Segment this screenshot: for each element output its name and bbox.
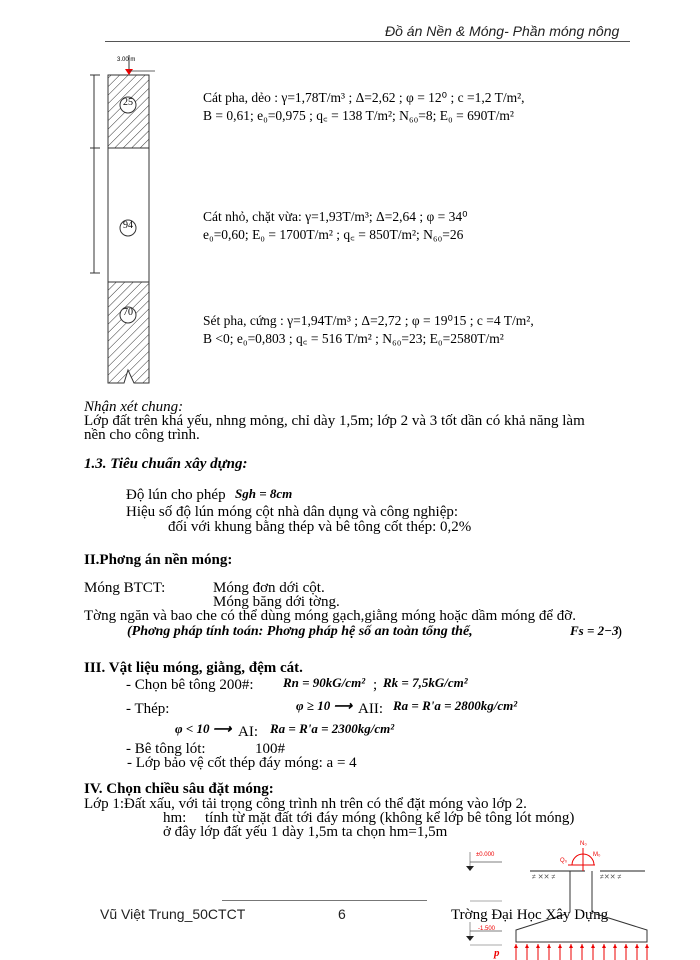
pressure-label: p	[494, 947, 500, 959]
layer-1-line-1: Cát pha, dẻo : γ=1,78T/m³ ; Δ=2,62 ; φ = 12⁰ ; c =1,2 T/m²,	[203, 90, 525, 105]
lean-concrete-label: - Bê tông lót:	[126, 741, 206, 757]
steel-2-formula: Ra = R'a = 2300kg/cm²	[270, 721, 395, 736]
page-header-title: Đồ án Nền & Móng- Phần móng nông	[385, 23, 620, 39]
load-n-label: N₀	[580, 841, 587, 847]
settlement-formula: Sgh = 8cm	[235, 486, 293, 501]
load-q-label: Q₀	[560, 858, 568, 864]
foundation-type-1: Móng đơn dới cột.	[213, 580, 325, 596]
concrete-formula-rn: Rn = 90kG/cm²	[283, 675, 366, 690]
foundation-type-label: Móng BTCT:	[84, 580, 166, 596]
footer-rule	[222, 900, 427, 901]
concrete-separator: ;	[373, 677, 378, 693]
depth-line-2: tính từ mặt đất tới đáy móng (không kể lớp bê tông lót móng)	[205, 810, 575, 826]
layer-id-1: 25	[123, 97, 133, 108]
wall-note: Tờng ngăn và bao che có thể dùng móng gạch,giằng móng hoặc dầm móng để đỡ.	[84, 608, 576, 624]
layer-2-line-2: e₀=0,60; E₀ = 1700T/m² ; q꜀ = 850T/m²; N₆₀=26	[203, 227, 464, 242]
ground-level-label: 3.00 m	[117, 57, 136, 63]
steel-2-class: AI:	[238, 724, 258, 740]
layer-3-line-1: Sét pha, cứng : γ=1,94T/m³ ; Δ=2,72 ; φ = 19⁰15 ; c =4 T/m²,	[203, 313, 534, 328]
method-note: (Phơng pháp tính toán: Phơng pháp hệ số an toàn tổng thể,	[127, 624, 473, 639]
layer-3-line-2: B <0; e₀=0,803 ; q꜀ = 516 T/m² ; N₆₀=23; E₀=2580T/m²	[203, 331, 504, 346]
remarks-title: Nhận xét chung:	[84, 399, 184, 415]
level-top-label: ±0.000	[476, 852, 495, 858]
concrete-formula-rk: Rk = 7,5kG/cm²	[383, 675, 468, 690]
safety-factor-formula: Fs = 2−3	[570, 623, 619, 638]
footer-author: Vũ Việt Trung_50CTCT	[100, 906, 246, 922]
layer-id-3: 70	[123, 307, 133, 318]
steel-1-condition: φ ≥ 10 ⟶	[296, 698, 353, 713]
footer-school: Trờng Đại Học Xây Dựng	[451, 907, 609, 923]
load-m-label: M₀	[593, 852, 601, 858]
concrete-label: - Chọn bê tông 200#:	[126, 677, 254, 693]
remarks-line-2: nền cho công trình.	[84, 427, 200, 443]
section-1-3-heading: 1.3. Tiêu chuẩn xây dựng:	[84, 456, 248, 472]
footer-page-number: 6	[338, 906, 346, 922]
settlement-label: Độ lún cho phép	[126, 487, 226, 503]
depth-hm-label: hm:	[163, 810, 187, 826]
section-4-heading: IV. Chọn chiều sâu đặt móng:	[84, 781, 274, 797]
rebar-cover-label: - Lớp bảo vệ cốt thép đáy móng: a = 4	[127, 755, 357, 771]
svg-text:≠ ✕✕ ≠: ≠ ✕✕ ≠	[532, 874, 556, 881]
layer-2-line-1: Cát nhỏ, chặt vừa: γ=1,93T/m³; Δ=2,64 ; φ = 34⁰	[203, 209, 468, 224]
method-note-close: )	[617, 624, 622, 640]
steel-2-condition: φ < 10 ⟶	[175, 721, 232, 736]
layer-1-line-2: B = 0,61; e₀=0,975 ; q꜀ = 138 T/m²; N₆₀=8; E₀ = 690T/m²	[203, 108, 514, 123]
header-rule	[105, 41, 630, 42]
remarks-line-1: Lớp đất trên khá yếu, nhng mỏng, chỉ dày 1,5m; lớp 2 và 3 tốt dần có khả năng làm	[84, 413, 585, 429]
depth-line-3: ở đây lớp đất yếu 1 dày 1,5m ta chọn hm=1,5m	[163, 824, 448, 840]
steel-label: - Thép:	[126, 701, 170, 717]
section-3-heading: III. Vật liệu móng, giằng, đệm cát.	[84, 660, 303, 676]
section-2-heading: II.Phơng án nền móng:	[84, 552, 233, 568]
svg-text:≠✕✕ ≠: ≠✕✕ ≠	[600, 874, 622, 881]
level-bottom-label: -1.500	[478, 926, 496, 932]
layer-id-2: 94	[123, 220, 133, 231]
footing-diagram	[450, 840, 700, 960]
diff-settlement-label: Hiệu số độ lún móng cột nhà dân dụng và công nghiệp:	[126, 504, 459, 520]
lean-concrete-value: 100#	[255, 741, 285, 757]
depth-line-1: Lớp 1:Đất xấu, với tải trọng công trình nh trên có thể đặt móng vào lớp 2.	[84, 796, 527, 812]
steel-1-formula: Ra = R'a = 2800kg/cm²	[393, 698, 518, 713]
foundation-type-2: Móng băng dới tờng.	[213, 594, 340, 610]
steel-1-class: AII:	[358, 701, 383, 717]
diff-settlement-value: đối với khung bằng thép và bê tông cốt thép: 0,2%	[168, 519, 472, 535]
